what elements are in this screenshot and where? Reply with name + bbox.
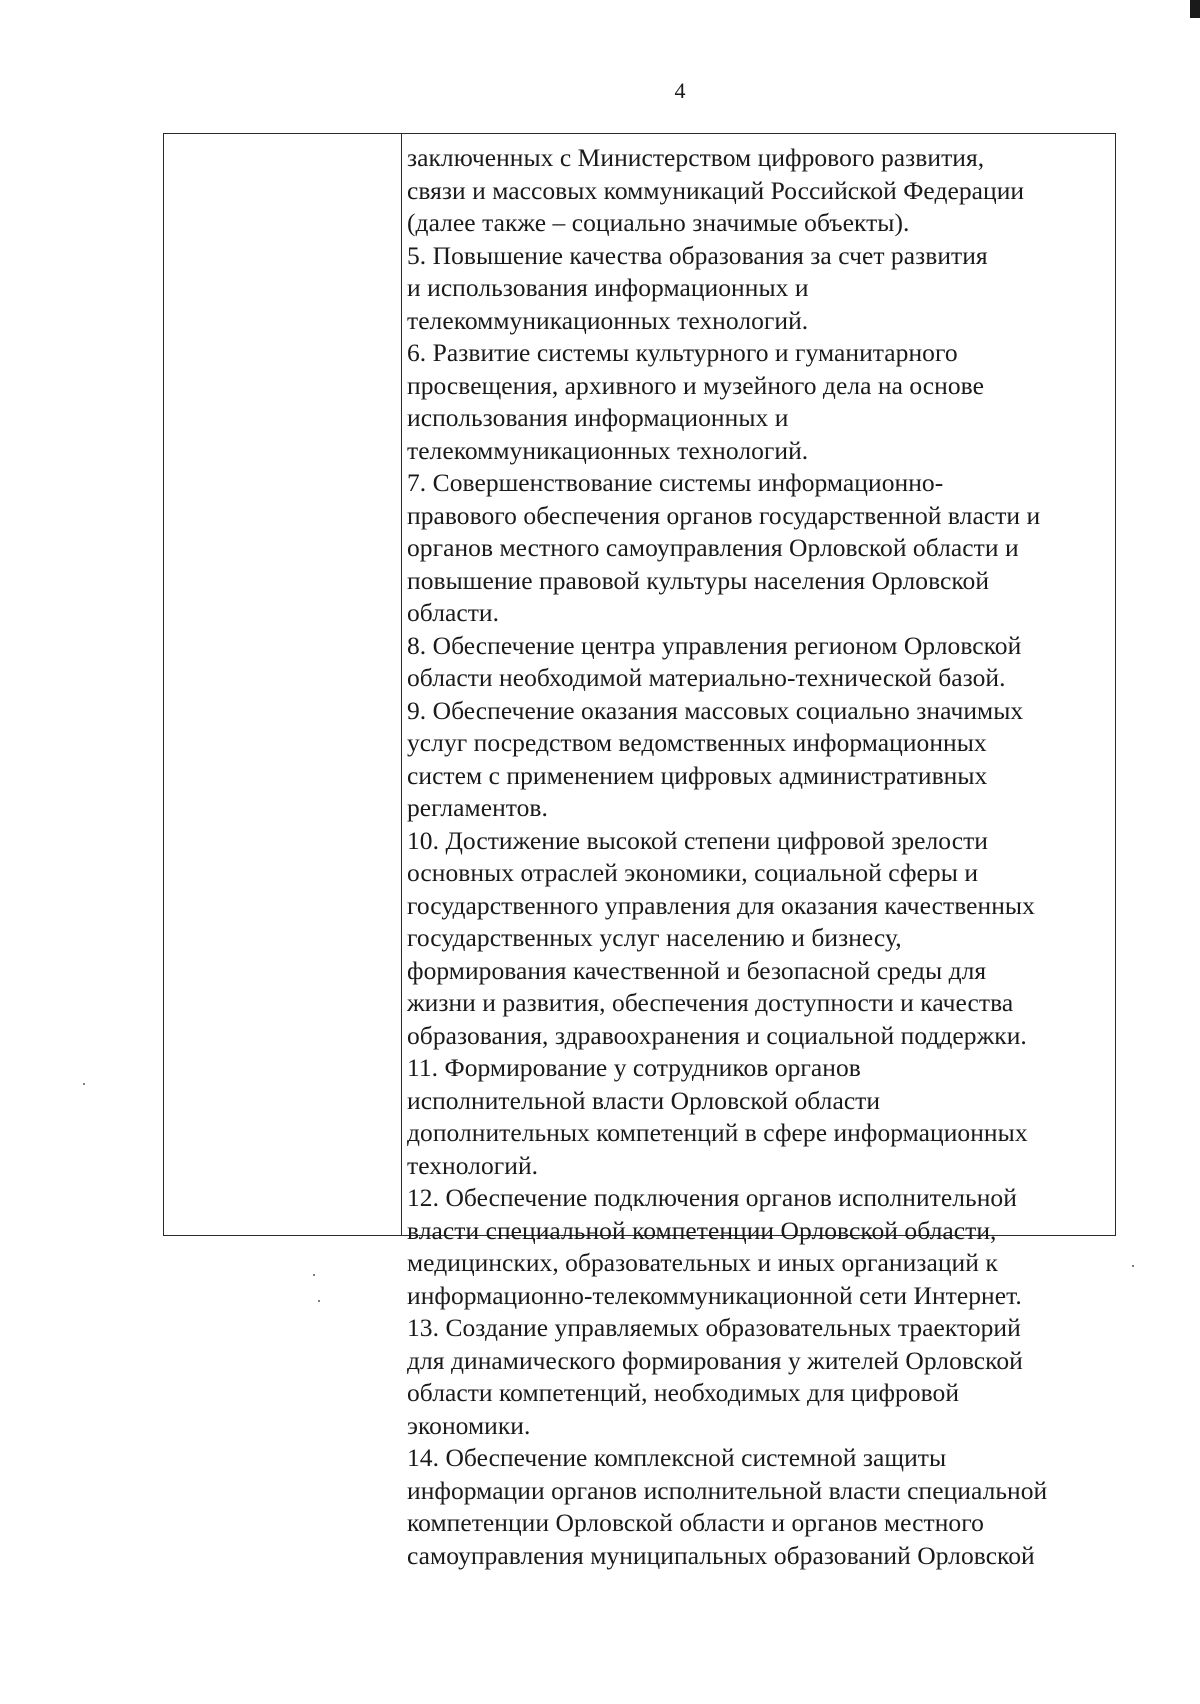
scan-speck <box>1132 1265 1134 1267</box>
text-line: органов местного самоуправления Орловской области и <box>407 533 1019 562</box>
table-left-cell <box>164 134 401 1235</box>
text-line: и использования информационных и <box>407 273 809 302</box>
text-line: 9. Обеспечение оказания массовых социально значимых <box>407 695 1024 725</box>
text-line: 8. Обеспечение центра управления регионом Орловской <box>407 630 1022 660</box>
scan-speck <box>313 1274 315 1276</box>
scan-speck <box>83 1083 85 1085</box>
text-line: (далее также – социально значимые объекты). <box>407 208 910 237</box>
text-line: области компетенций, необходимых для цифровой <box>407 1378 960 1407</box>
text-line: самоуправления муниципальных образований Орловской <box>407 1540 1035 1570</box>
text-line: услуг посредством ведомственных информационных <box>407 728 987 757</box>
text-line: телекоммуникационных технологий. <box>407 305 809 335</box>
text-line: экономики. <box>407 1410 531 1440</box>
text-line: систем с применением цифровых административных <box>407 760 988 790</box>
text-line: 6. Развитие системы культурного и гуманитарного <box>407 338 958 367</box>
text-line: для динамического формирования у жителей Орловской <box>407 1345 1023 1375</box>
column-divider <box>401 134 402 1235</box>
text-line: власти специальной компетенции Орловской области, <box>407 1215 997 1245</box>
text-line: формирования качественной и безопасной среды для <box>407 955 987 985</box>
document-table <box>163 133 1116 1570</box>
text-line: 12. Обеспечение подключения органов исполнительной <box>407 1183 1017 1212</box>
text-line: медицинских, образовательных и иных организаций к <box>407 1248 998 1277</box>
text-line: повышение правовой культуры населения Орловской <box>407 565 990 595</box>
text-line: государственных услуг населению и бизнесу, <box>407 923 902 952</box>
text-line: 5. Повышение качества образования за счет развития <box>407 240 988 270</box>
text-line: просвещения, архивного и музейного дела на основе <box>407 370 984 400</box>
text-line: образования, здравоохранения и социальной поддержки. <box>407 1020 1027 1050</box>
text-line: государственного управления для оказания качественных <box>407 890 1035 920</box>
text-line: компетенции Орловской области и органов местного <box>407 1508 984 1537</box>
text-line: технологий. <box>407 1150 539 1180</box>
text-line: связи и массовых коммуникаций Российской Федерации <box>407 175 1025 205</box>
text-line: правового обеспечения органов государственной власти и <box>407 500 1041 530</box>
text-line: 7. Совершенствование системы информационно- <box>407 468 944 497</box>
text-line: жизни и развития, обеспечения доступности и качества <box>407 988 1014 1017</box>
page-number: 4 <box>674 78 686 103</box>
text-line: основных отраслей экономики, социальной сферы и <box>407 858 979 887</box>
scan-speck <box>318 1300 320 1302</box>
text-line: 14. Обеспечение комплексной системной защиты <box>407 1443 947 1472</box>
text-line: регламентов. <box>407 793 548 822</box>
text-line: 11. Формирование у сотрудников органов <box>407 1053 861 1082</box>
table-right-cell <box>407 142 1115 1572</box>
text-line: телекоммуникационных технологий. <box>407 435 809 465</box>
text-line: информационно-телекоммуникационной сети Интернет. <box>407 1280 1022 1310</box>
text-line: 10. Достижение высокой степени цифровой зрелости <box>407 825 988 855</box>
text-line: информации органов исполнительной власти специальной <box>407 1475 1048 1505</box>
scan-edge-mark <box>1190 0 1200 18</box>
text-line: дополнительных компетенций в сфере информационных <box>407 1118 1028 1147</box>
text-line: исполнительной власти Орловской области <box>407 1085 881 1115</box>
text-line: области. <box>407 598 500 627</box>
text-line: использования информационных и <box>407 403 789 432</box>
text-line: 13. Создание управляемых образовательных траекторий <box>407 1313 1021 1342</box>
text-line: заключенных с Министерством цифрового развития, <box>407 143 985 172</box>
text-line: области необходимой материально-технической базой. <box>407 663 1006 692</box>
